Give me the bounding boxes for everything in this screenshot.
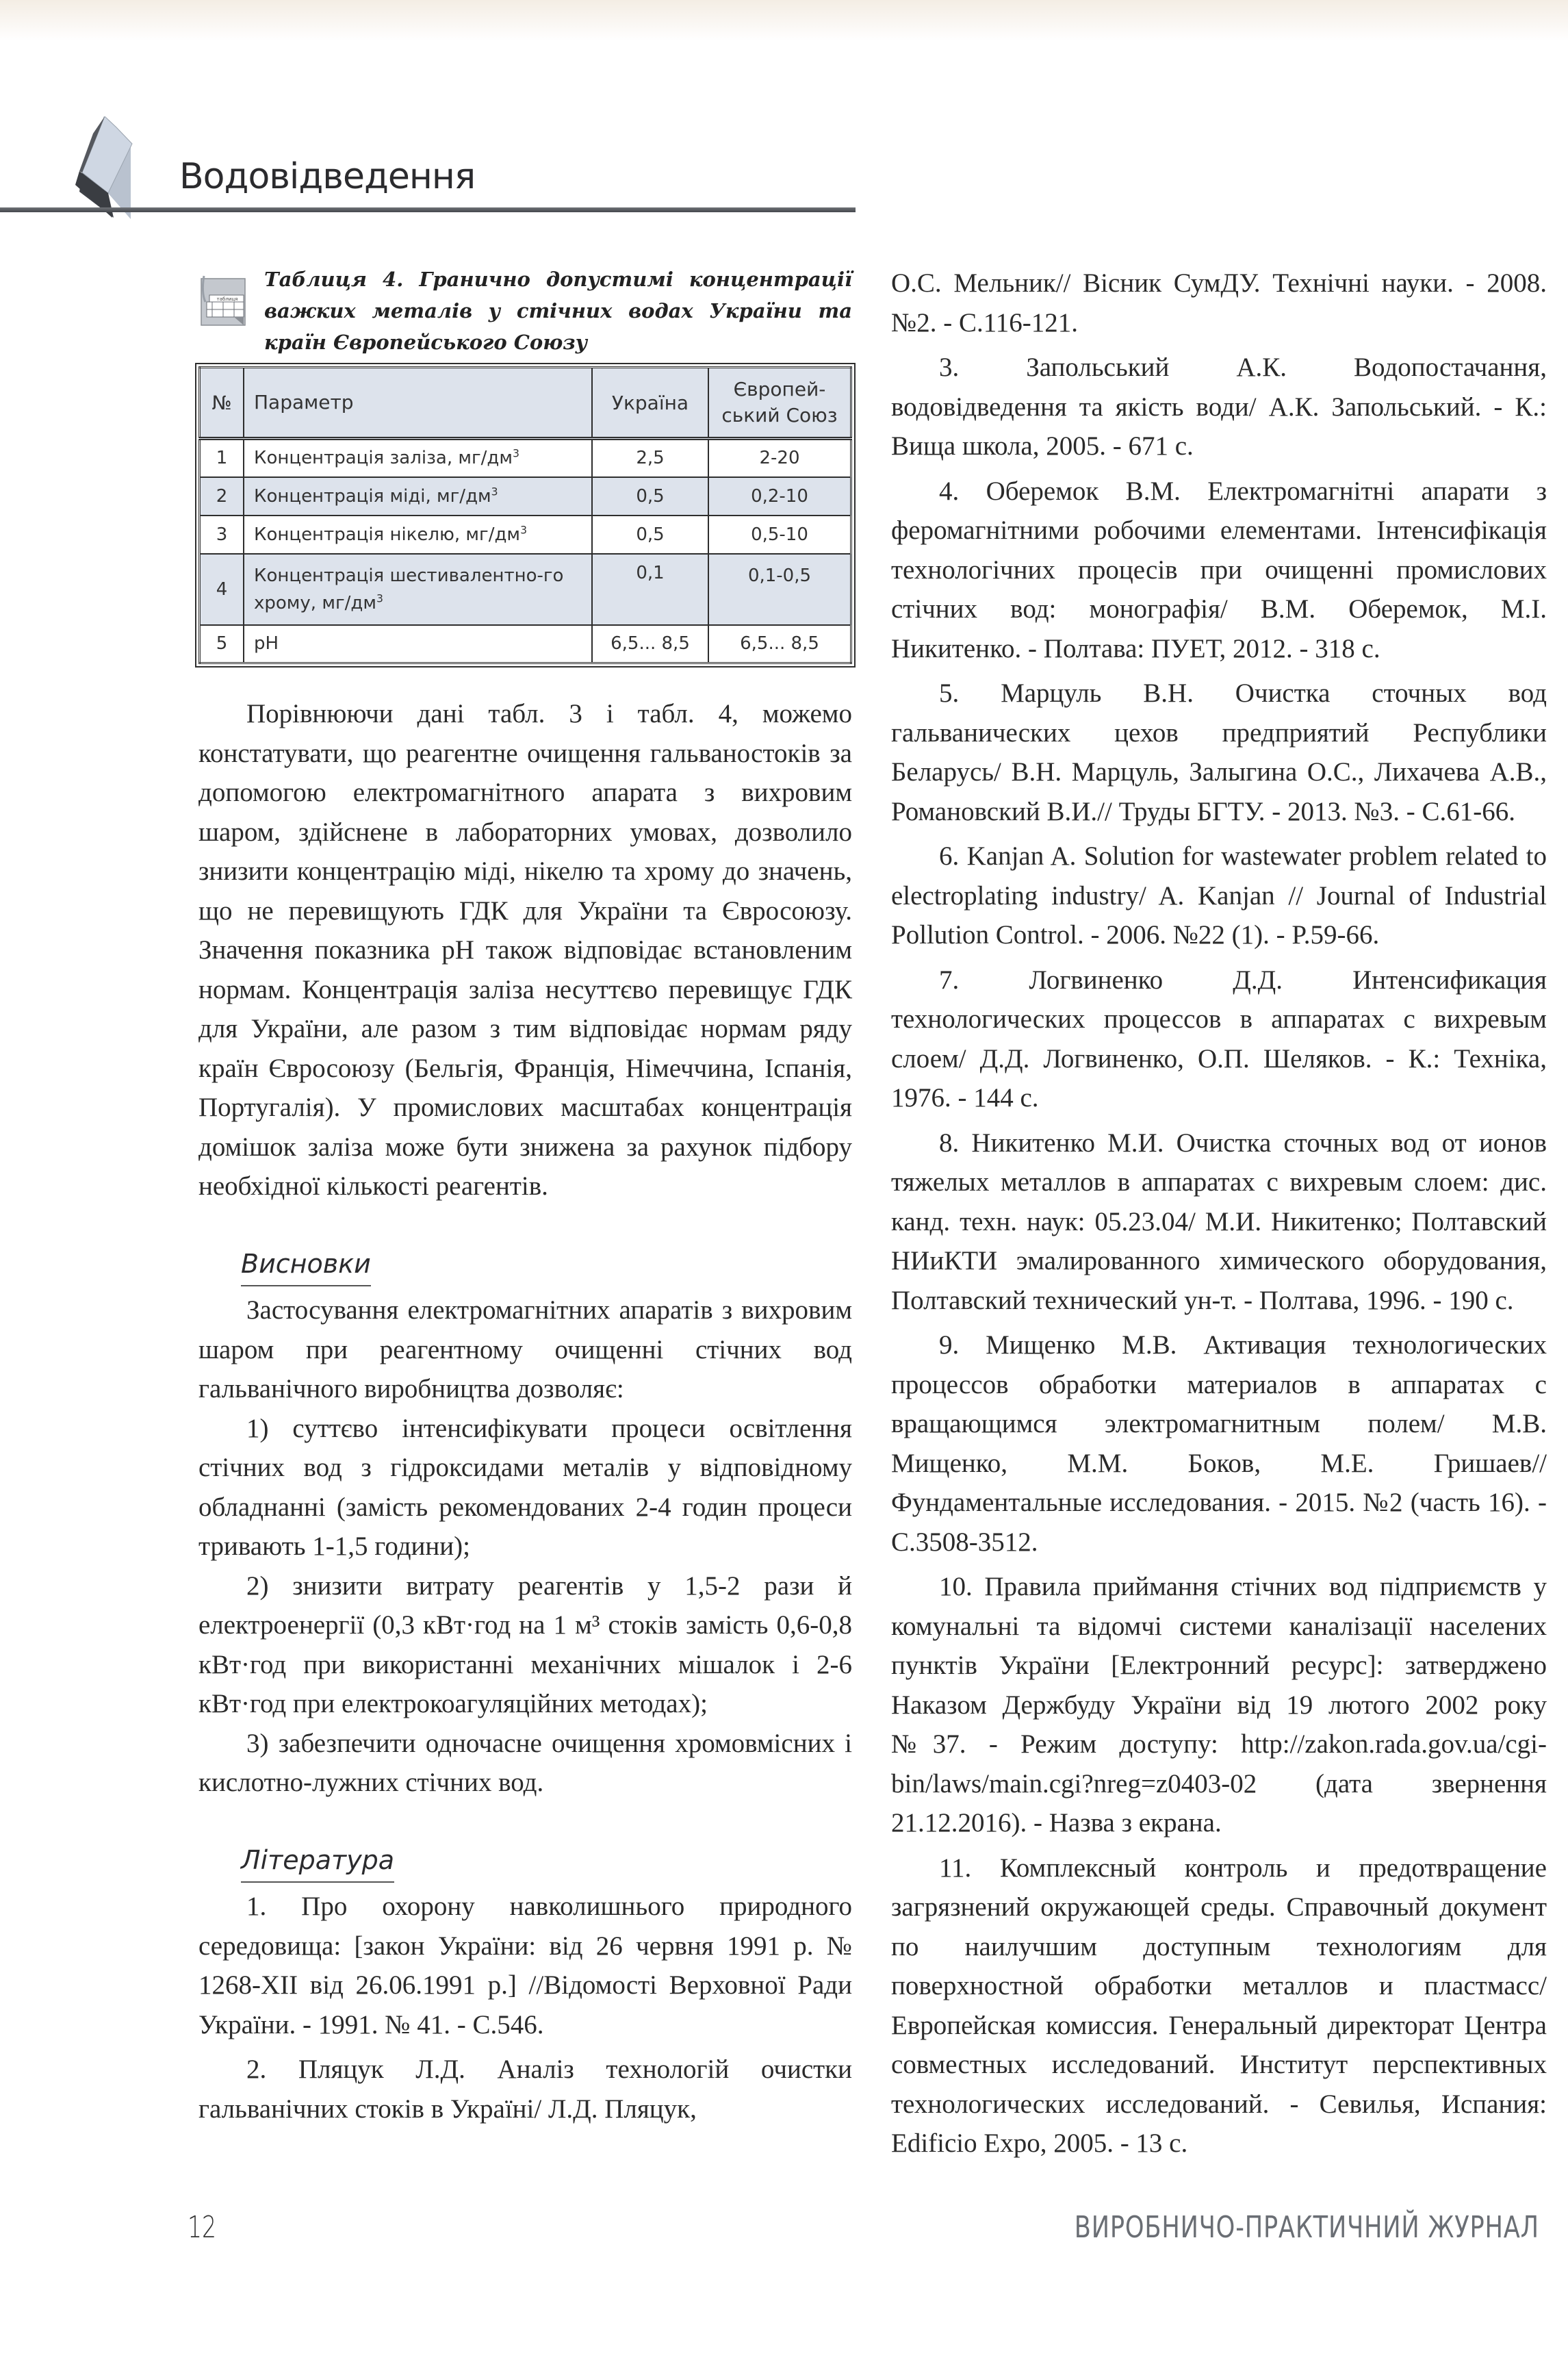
left-column — [198, 264, 852, 2128]
row-num: 1 — [200, 439, 244, 477]
section-title: Водовідведення — [179, 156, 476, 197]
table-row — [200, 477, 851, 516]
references-heading: Література — [241, 1841, 394, 1883]
row-ukraine: 0,5 — [592, 516, 708, 554]
reference-item: 7. Логвиненко Д.Д. Интенсификация технологических процессов в аппаратах с вихревым слоем/ Д.Д. Логвиненко, О.П. Шеляков. - К.: Техніка, 1976. - 144 с. — [891, 965, 1547, 1113]
param-text: Концентрація заліза, мг/дм — [254, 448, 513, 469]
reference-item: 10. Правила приймання стічних вод підприємств у комунальні та відомчі системи каналізації населених пунктів України [Електронний ресурс]: затверджено Наказом Держбуду України від 19 лютого 2002 року №37. - Режим доступу: http://zakon.rada.gov.ua/cgi-bin/laws/main.cgi?nreg=z0403-02 (дата звернення 21.12.2016). - Назва з екрана. — [891, 1572, 1547, 1838]
reference-item: 1. Про охорону навколишнього природного середовища: [закон України: від 26 червня 1991 р. № 1268-XII від 26.06.1991 р.] //Відомості Верховної Ради України. - 1991. № 41. - С.546. — [198, 1892, 852, 2039]
page-number: 12 — [188, 2210, 216, 2245]
reference-item: 3. Запольський А.К. Водопостачання, водовідведення та якість води/ А.К. Запольський. - К.: Вища школа, 2005. - 671 с. — [891, 353, 1547, 461]
row-ukraine: 2,5 — [592, 439, 708, 477]
table-caption-block — [198, 264, 852, 359]
row-param — [244, 516, 592, 554]
reference-item: 6. Kanjan A. Solution for wastewater problem related to electroplating industry/ A. Kanjan // Journal of Industrial Pollution Control. - 2006. №22 (1). - P.59-66. — [891, 841, 1547, 950]
row-num: 5 — [200, 625, 244, 663]
param-text: pH — [254, 633, 279, 654]
col-header-eu: Європей-ський Союз — [708, 368, 851, 439]
table-row — [200, 625, 851, 663]
row-num: 4 — [200, 554, 244, 625]
conclusions-heading-wrap — [198, 1245, 852, 1287]
row-num: 3 — [200, 516, 244, 554]
journal-name: ВИРОБНИЧО-ПРАКТИЧНИЙ ЖУРНАЛ — [1074, 2210, 1539, 2245]
reference-item: 9. Мищенко М.В. Активация технологических процессов обработки материалов в аппаратах с вращающимся электромагнитным полем/ М.В. Мищенко, М.М. Боков, М.Е. Гришаев// Фундаментальные исследования. - 2015. №2 (часть 16). - С.3508-3512. — [891, 1330, 1547, 1557]
reference-item: 5. Марцуль В.Н. Очистка сточных вод гальванических цехов предприятий Республики Беларусь/ В.Н. Марцуль, Залыгина О.С., Лихачева А.В., Романовский В.И.// Труды БГТУ. - 2013. №3. - С.61-66. — [891, 678, 1547, 826]
conclusions-intro: Застосування електромагнітних апаратів з вихровим шаром при реагентному очищенні стічних вод гальванічного виробництва дозволяє: — [198, 1295, 852, 1403]
unit-sup: 3 — [520, 523, 527, 536]
section-header — [0, 116, 856, 219]
svg-text:таблиця: таблиця — [216, 296, 238, 302]
conclusions-heading: Висновки — [241, 1245, 371, 1287]
conclusion-item: 1) суттєво інтенсифікувати процеси освітлення стічних вод з гідроксидами металів у відповідному обладнанні (замість рекомендованих 2-4 годин процеси тривають 1-1,5 години); — [198, 1413, 852, 1561]
param-text: Концентрація шестивалентно-го хрому, мг/дм — [254, 565, 564, 613]
cube-icon — [74, 116, 177, 219]
row-eu: 2-20 — [708, 439, 851, 477]
conclusion-item: 2) знизити витрату реагентів у 1,5-2 рази й електроенергії (0,3 кВт·год на 1 м³ стоків замість 0,6-0,8 кВт·год при використанні механічних мішалок і 2-6 кВт·год при електрокоагуляційних методах); — [198, 1571, 852, 1718]
param-text: Концентрація нікелю, мг/дм — [254, 524, 521, 545]
references-list-right — [891, 264, 1547, 2163]
right-column — [891, 264, 1547, 2163]
table-row — [200, 439, 851, 477]
row-eu: 0,5-10 — [708, 516, 851, 554]
reference-item: 11. Комплексный контроль и предотвращение загрязнений окружающей среды. Справочный документ по наилучшим доступным технологиям для поверхностной обработки металлов и пластмасс/ Европейская комиссия. Генеральный директорат Центра совместных исследований. Институт перспективных технологических исследований. - Севилья, Испания: Edificio Expo, 2005. - 13 с. — [891, 1853, 1547, 2158]
param-text: Концентрація міді, мг/дм — [254, 485, 491, 507]
unit-sup: 3 — [376, 592, 383, 605]
header-rule — [0, 207, 856, 212]
body-text — [198, 694, 852, 2128]
unit-sup: 3 — [491, 485, 498, 498]
row-eu: 6,5... 8,5 — [708, 625, 851, 663]
row-param — [244, 439, 592, 477]
col-header-num: № — [200, 368, 244, 439]
table-clip-icon — [200, 272, 249, 328]
col-header-param: Параметр — [244, 368, 592, 439]
references-list-left — [198, 1887, 852, 2128]
col-header-ukraine: Україна — [592, 368, 708, 439]
row-param — [244, 625, 592, 663]
unit-sup: 3 — [512, 447, 519, 460]
references-heading-wrap — [198, 1841, 852, 1883]
table-row — [200, 516, 851, 554]
row-param — [244, 554, 592, 625]
reference-continuation: О.С. Мельник// Вісник СумДУ. Технічні науки. - 2008. №2. - С.116-121. — [891, 268, 1547, 338]
conclusion-item: 3) забезпечити одночасне очищення хромовмісних і кислотно-лужних стічних вод. — [198, 1728, 852, 1797]
row-num: 2 — [200, 477, 244, 516]
row-param — [244, 477, 592, 516]
limits-table — [198, 366, 852, 664]
body-paragraph: Порівнюючи дані табл. 3 і табл. 4, можемо констатувати, що реагентне очищення гальваностоків за допомогою електромагнітного апарата з вихровим шаром, здійснене в лабораторних умовах, дозволило знизити концентрацію міді, нікелю та хрому до значень, що не перевищують ГДК для України та Євросоюзу. Значення показника pH також відповідає встановленим нормам. Концентрація заліза несуттєво перевищує ГДК для України, але разом з тим відповідає нормам ряду країн Євросоюзу (Бельгія, Франція, Німеччина, Іспанія, Португалія). У промислових масштабах концентрація домішок заліза може бути знижена за рахунок підбору необхідної кількості реагентів. — [198, 699, 852, 1201]
table-row — [200, 554, 851, 625]
page-top-shade — [0, 0, 1568, 41]
row-eu: 0,1-0,5 — [708, 554, 851, 625]
table-caption: Таблиця 4. Гранично допустимі концентрації важких металів у стічних водах України та країн Європейського Союзу — [264, 268, 852, 354]
table-header-row — [200, 368, 851, 439]
row-ukraine: 6,5... 8,5 — [592, 625, 708, 663]
reference-item: 8. Никитенко М.И. Очистка сточных вод от ионов тяжелых металлов в аппаратах с вихревым слоем: дис. канд. техн. наук: 05.23.04/ М.И. Никитенко; Полтавский НИиКТИ эмалированного химического оборудования, Полтавский технический ун-т. - Полтава, 1996. - 190 с. — [891, 1128, 1547, 1315]
row-ukraine: 0,5 — [592, 477, 708, 516]
reference-item: 2. Пляцук Л.Д. Аналіз технологій очистки гальванічних стоків в Україні/ Л.Д. Пляцук, — [198, 2055, 852, 2124]
row-eu: 0,2-10 — [708, 477, 851, 516]
row-ukraine: 0,1 — [592, 554, 708, 625]
reference-item: 4. Оберемок В.М. Електромагнітні апарати з феромагнітними робочими елементами. Інтенсифікація технологічних процесів при очищенні промислових стічних вод: монографія/ В.М. Оберемок, М.І. Никитенко. - Полтава: ПУЕТ, 2012. - 318 с. — [891, 476, 1547, 663]
